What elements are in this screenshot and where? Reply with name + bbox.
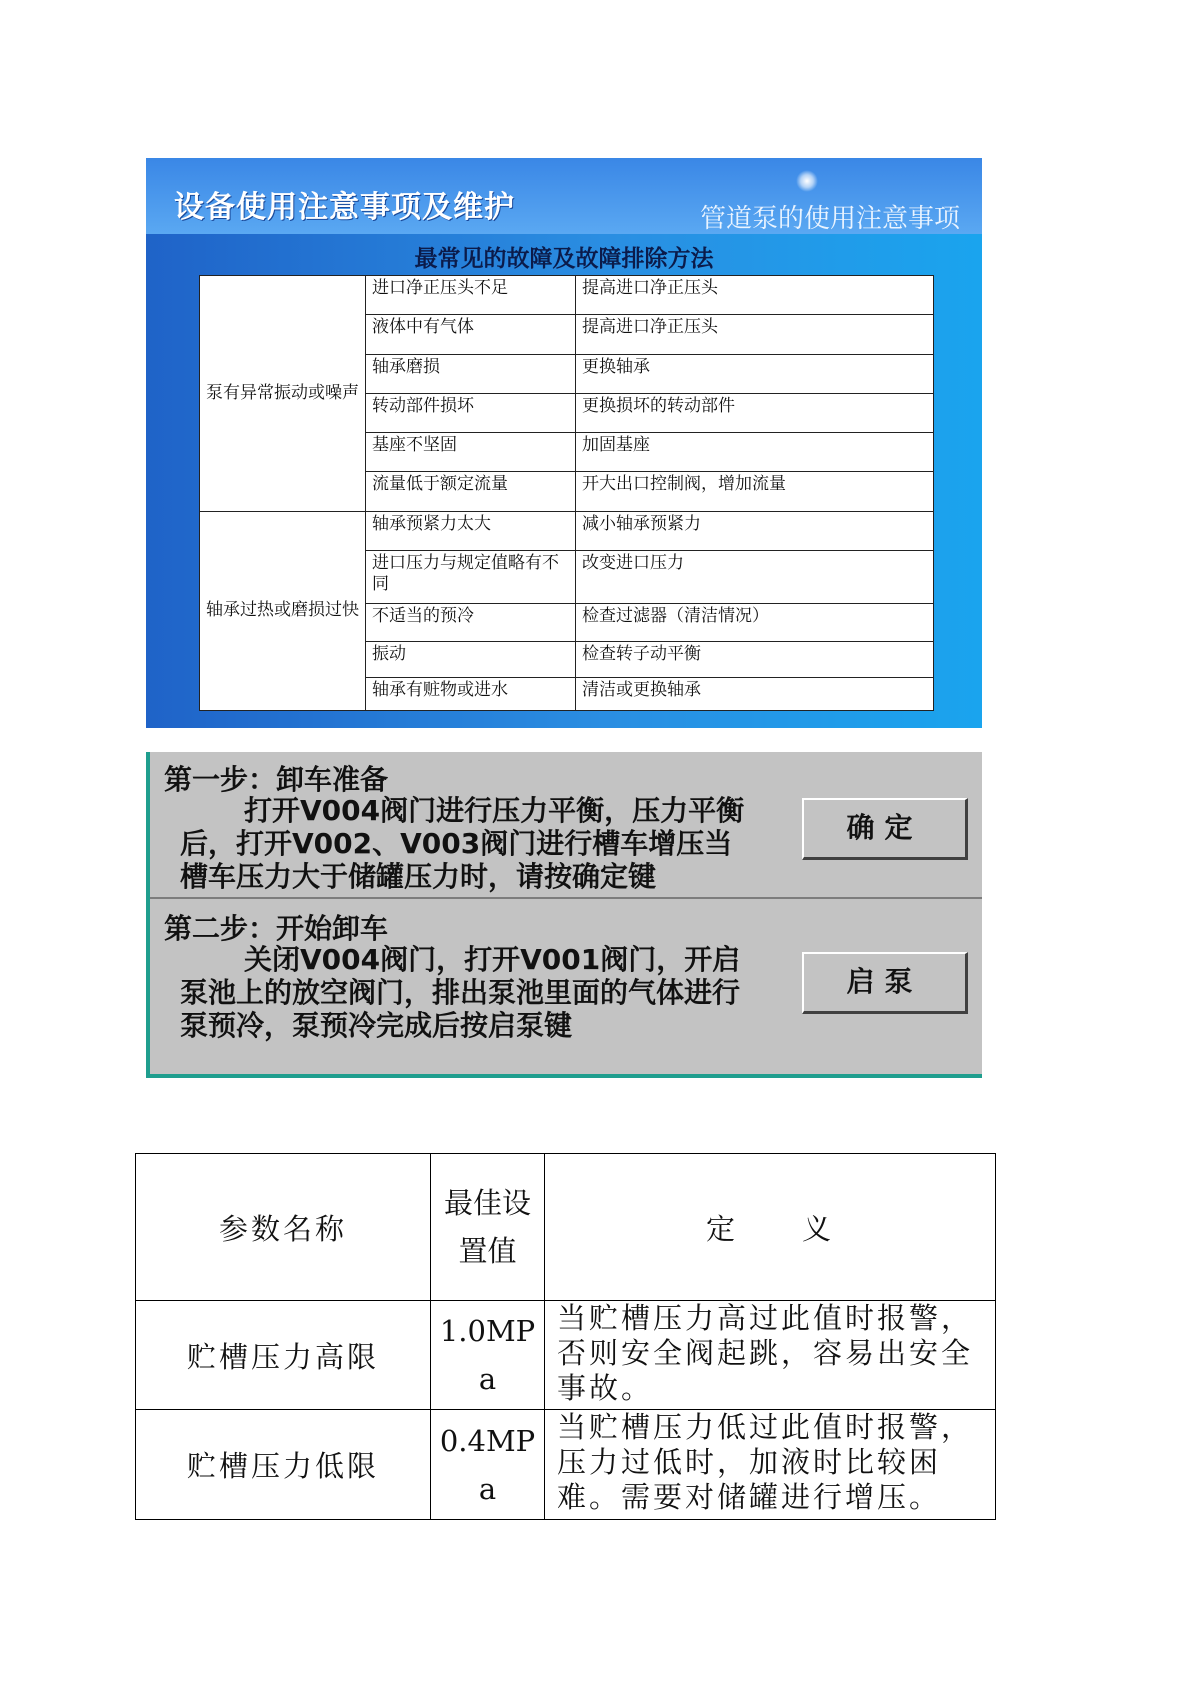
table-row (200, 276, 934, 315)
remedy-cell: 提高进口净正压头 (576, 276, 934, 315)
cause-cell: 振动 (366, 642, 576, 677)
cause-cell: 流量低于额定流量 (366, 472, 576, 511)
step-one-title: 第一步：卸车准备 (164, 763, 389, 796)
confirm-button[interactable]: 确定 (802, 798, 968, 860)
param-value-cell: 0.4MPa (431, 1410, 545, 1520)
remedy-cell: 提高进口净正压头 (576, 315, 934, 354)
cause-cell: 液体中有气体 (366, 315, 576, 354)
remedy-cell: 改变进口压力 (576, 550, 934, 603)
symptom-cell: 泵有异常振动或噪声 (200, 276, 366, 512)
remedy-cell: 减小轴承预紧力 (576, 511, 934, 550)
sparkle-decoration (796, 170, 818, 192)
unloading-dialog (146, 752, 982, 1078)
remedy-cell: 开大出口控制阀，增加流量 (576, 472, 934, 511)
remedy-cell: 更换轴承 (576, 354, 934, 393)
table-row (136, 1410, 996, 1520)
header-param-name: 参数名称 (136, 1154, 431, 1301)
fault-table (199, 275, 934, 711)
start-pump-button[interactable]: 启泵 (802, 952, 968, 1014)
fault-table-heading: 最常见的故障及故障排除方法 (414, 246, 714, 272)
param-definition-cell: 当贮槽压力低过此值时报警，压力过低时，加液时比较困难。需要对储罐进行增压。 (545, 1410, 996, 1520)
table-row (200, 511, 934, 550)
step-two-panel (150, 901, 982, 1071)
step-two-instructions: 关闭V004阀门，打开V001阀门，开启泵池上的放空阀门，排出泵池里面的气体进行泵预冷，泵预冷完成后按启泵键 (180, 943, 741, 1042)
cause-cell: 基座不坚固 (366, 433, 576, 472)
cause-cell: 轴承预紧力太大 (366, 511, 576, 550)
cause-cell: 不适当的预冷 (366, 604, 576, 642)
remedy-cell: 更换损坏的转动部件 (576, 393, 934, 432)
remedy-cell: 检查过滤器（清洁情况） (576, 604, 934, 642)
param-value-cell: 1.0MPa (431, 1301, 545, 1410)
slide-subtitle: 管道泵的使用注意事项 (699, 204, 960, 234)
remedy-cell: 加固基座 (576, 433, 934, 472)
cause-cell: 轴承磨损 (366, 354, 576, 393)
param-name-cell: 贮槽压力高限 (136, 1301, 431, 1410)
remedy-cell: 清洁或更换轴承 (576, 677, 934, 710)
cause-cell: 进口净正压头不足 (366, 276, 576, 315)
cause-cell: 进口压力与规定值略有不同 (366, 550, 576, 603)
symptom-cell: 轴承过热或磨损过快 (200, 511, 366, 710)
step-one-instructions: 打开V004阀门进行压力平衡，压力平衡后，打开V002、V003阀门进行槽车增压当槽车压力大于储罐压力时，请按确定键 (180, 794, 745, 893)
table-header-row (136, 1154, 996, 1301)
param-definition-cell: 当贮槽压力高过此值时报警，否则安全阀起跳，容易出安全事故。 (545, 1301, 996, 1410)
cause-cell: 转动部件损坏 (366, 393, 576, 432)
step-two-title: 第二步：开始卸车 (164, 912, 389, 945)
slide-title: 设备使用注意事项及维护 (174, 190, 515, 225)
parameter-table (135, 1153, 996, 1520)
table-row (136, 1301, 996, 1410)
remedy-cell: 检查转子动平衡 (576, 642, 934, 677)
step-one-panel (150, 752, 982, 899)
header-best-value: 最佳设置值 (431, 1154, 545, 1301)
maintenance-slide (146, 158, 982, 728)
cause-cell: 轴承有赃物或进水 (366, 677, 576, 710)
header-definition: 定 义 (545, 1154, 996, 1301)
param-name-cell: 贮槽压力低限 (136, 1410, 431, 1520)
